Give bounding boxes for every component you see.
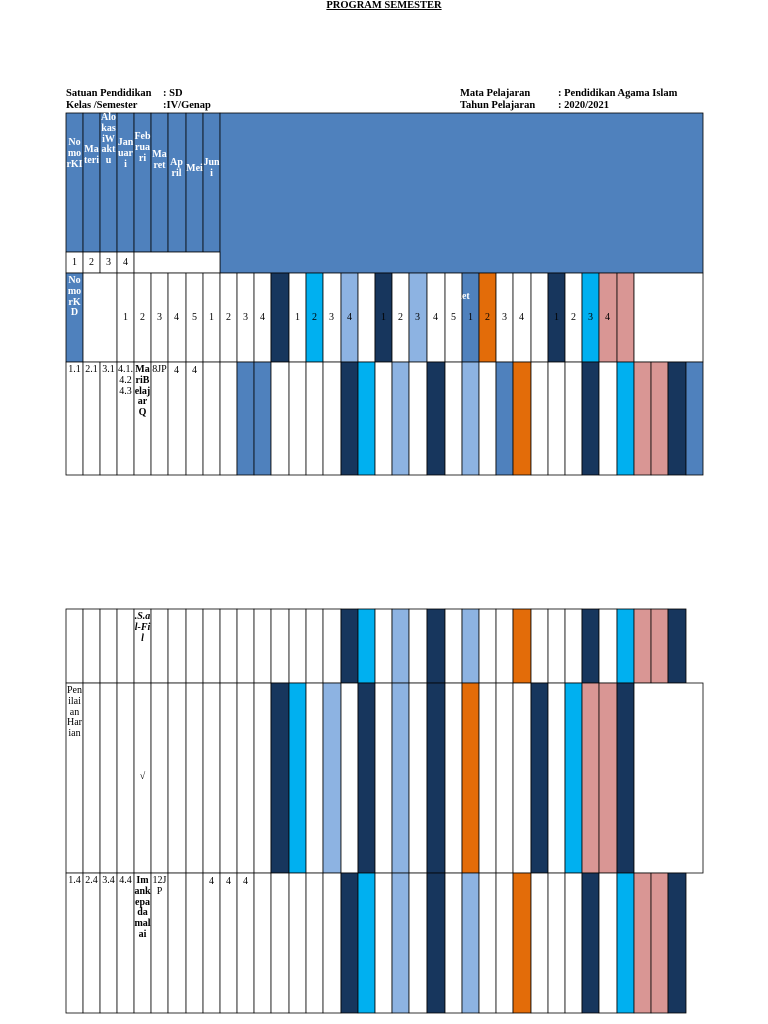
table-cell xyxy=(83,609,100,683)
table-cell xyxy=(254,362,271,475)
table-cell xyxy=(375,873,392,1013)
table-cell xyxy=(599,873,617,1013)
table-cell xyxy=(306,873,323,1013)
table-cell xyxy=(668,609,686,683)
table-cell xyxy=(513,683,531,873)
table-cell xyxy=(582,609,599,683)
header-mei: Mei xyxy=(186,163,203,174)
table-cell xyxy=(306,683,323,873)
table-cell xyxy=(409,683,427,873)
table-cell xyxy=(427,873,445,1013)
table-cell xyxy=(599,683,617,873)
table-cell xyxy=(66,362,83,475)
week-number: 3 xyxy=(157,312,162,323)
table-cell xyxy=(100,683,117,873)
week-number: 3 xyxy=(502,312,507,323)
table-cell xyxy=(617,683,634,873)
week-number: 4 xyxy=(347,312,352,323)
table-cell xyxy=(427,362,445,475)
table-cell xyxy=(151,609,168,683)
week-number: 2 xyxy=(485,312,490,323)
table-cell xyxy=(271,683,289,873)
table-cell xyxy=(203,873,220,1013)
table-cell xyxy=(375,609,392,683)
table-cell xyxy=(83,873,100,1013)
header-nomor-kd: NomorKD xyxy=(67,275,82,319)
table-cell xyxy=(237,683,254,873)
index-cell xyxy=(134,252,220,273)
table-cell xyxy=(271,362,289,475)
header-januari: Januari xyxy=(117,137,134,170)
table-cell xyxy=(634,609,651,683)
table-cell xyxy=(271,873,289,1013)
table-cell xyxy=(237,362,254,475)
table-cell xyxy=(341,873,358,1013)
table-cell xyxy=(531,683,548,873)
table-cell xyxy=(100,362,117,475)
row1-col2: 2.1 xyxy=(85,364,98,375)
table-cell xyxy=(531,362,548,475)
table-cell xyxy=(341,683,358,873)
table-cell xyxy=(513,873,531,1013)
table-cell xyxy=(634,873,651,1013)
week-number: 3 xyxy=(243,312,248,323)
week-number: 4 xyxy=(605,312,610,323)
table-cell xyxy=(151,362,168,475)
row1-col4: 4.1.4.24.3 xyxy=(118,364,133,397)
index-2: 2 xyxy=(89,257,94,268)
table-cell xyxy=(341,609,358,683)
week-cell xyxy=(531,273,548,362)
table-cell xyxy=(599,609,617,683)
table-cell xyxy=(289,683,306,873)
table-cell xyxy=(634,683,703,873)
week-number: 4 xyxy=(519,312,524,323)
table-cell xyxy=(479,362,496,475)
table-cell xyxy=(375,683,392,873)
table-cell xyxy=(254,873,271,1013)
table-cell xyxy=(83,683,100,873)
header-cell xyxy=(66,113,83,252)
table-cell xyxy=(462,873,479,1013)
table-cell xyxy=(513,609,531,683)
table-cell xyxy=(186,362,203,475)
row4-col8: 4 xyxy=(226,876,231,887)
week-number: 2 xyxy=(140,312,145,323)
header-nomor-ki: NomorKI xyxy=(66,137,83,170)
table-cell xyxy=(668,873,686,1013)
table-cell xyxy=(565,873,582,1013)
table-cell xyxy=(392,609,409,683)
week-number: 4 xyxy=(174,312,179,323)
table-cell xyxy=(427,683,445,873)
table-cell xyxy=(617,873,634,1013)
week-cell xyxy=(358,273,375,362)
row1-col7: 4 xyxy=(174,365,179,376)
week-cell xyxy=(617,273,634,362)
table-cell xyxy=(582,873,599,1013)
header-alokasi-waktu: AlokasiWaktu xyxy=(101,112,116,167)
header-februari: Februari xyxy=(134,131,151,164)
table-cell xyxy=(409,609,427,683)
row4-materi: Imankepadamalai xyxy=(134,875,151,940)
table-cell xyxy=(220,609,237,683)
table-cell xyxy=(306,609,323,683)
table-cell xyxy=(479,873,496,1013)
table-cell xyxy=(186,683,203,873)
row3-check: √ xyxy=(139,771,146,782)
week-number: 2 xyxy=(571,312,576,323)
week-cell xyxy=(271,273,289,362)
table-cell xyxy=(479,683,496,873)
week-number: 2 xyxy=(226,312,231,323)
table-cell xyxy=(168,873,186,1013)
week-number: 1 xyxy=(209,312,214,323)
table-cell xyxy=(462,683,479,873)
table-cell xyxy=(548,362,565,475)
table-cell xyxy=(582,362,599,475)
header-banner xyxy=(220,113,703,273)
table-cell xyxy=(220,873,237,1013)
table-cell xyxy=(83,362,100,475)
table-cell xyxy=(358,362,375,475)
table-cell xyxy=(358,873,375,1013)
satuan-label: Satuan Pendidikan xyxy=(66,88,152,99)
table-cell xyxy=(375,362,392,475)
week-number: 1 xyxy=(468,312,473,323)
table-cell xyxy=(599,362,617,475)
table-cell xyxy=(392,362,409,475)
header-maret: Maret xyxy=(152,149,167,171)
table-cell xyxy=(289,873,306,1013)
table-cell xyxy=(531,609,548,683)
table-cell xyxy=(479,609,496,683)
table-cell xyxy=(358,609,375,683)
table-cell xyxy=(151,683,168,873)
tahun-label: Tahun Pelajaran xyxy=(460,100,536,111)
table-cell xyxy=(496,609,513,683)
table-cell xyxy=(427,609,445,683)
row2-materi: .S.al-Fil xyxy=(134,611,151,644)
table-cell xyxy=(186,609,203,683)
header-cell xyxy=(151,113,168,252)
table-cell xyxy=(168,683,186,873)
row3-penilaian-harian: Penilaian Harian xyxy=(67,685,82,740)
table-cell xyxy=(323,609,341,683)
table-cell xyxy=(634,362,651,475)
week-number: 1 xyxy=(295,312,300,323)
table-cell xyxy=(445,683,462,873)
table-cell xyxy=(323,362,341,475)
table-cell xyxy=(203,362,220,475)
week-number: 1 xyxy=(381,312,386,323)
row4-col3: 3.4 xyxy=(102,875,115,886)
table-cell xyxy=(186,873,203,1013)
week-number: 4 xyxy=(260,312,265,323)
table-cell xyxy=(100,609,117,683)
header-materi: Materi xyxy=(84,144,99,166)
row1-alokasi: 8JP xyxy=(152,364,167,375)
week-number: 3 xyxy=(415,312,420,323)
table-cell xyxy=(582,683,599,873)
table-cell xyxy=(409,873,427,1013)
header-cell xyxy=(117,113,134,252)
week-number: 5 xyxy=(451,312,456,323)
mapel-value: : Pendidikan Agama Islam xyxy=(558,88,678,99)
header-cell xyxy=(168,113,186,252)
table-cell xyxy=(617,609,634,683)
table-cell xyxy=(220,362,237,475)
table-cell xyxy=(323,683,341,873)
row4-col4: 4.4 xyxy=(119,875,132,886)
week-number: 4 xyxy=(433,312,438,323)
table-cell xyxy=(565,362,582,475)
table-cell xyxy=(237,609,254,683)
table-cell xyxy=(531,873,548,1013)
table-cell xyxy=(271,609,289,683)
index-3: 3 xyxy=(106,257,111,268)
header-cell xyxy=(83,113,100,252)
table-cell xyxy=(445,362,462,475)
table-cell xyxy=(445,873,462,1013)
table-cell xyxy=(462,362,479,475)
kelas-value: :IV/Genap xyxy=(163,100,211,111)
week-number: 2 xyxy=(398,312,403,323)
header-cell xyxy=(203,113,220,252)
table-cell xyxy=(117,873,134,1013)
table-cell xyxy=(66,873,83,1013)
table-cell xyxy=(548,683,565,873)
table-cell xyxy=(66,609,83,683)
week-number: 3 xyxy=(588,312,593,323)
page-title: PROGRAM SEMESTER xyxy=(326,0,442,11)
table-cell xyxy=(117,683,134,873)
table-cell xyxy=(306,362,323,475)
row1-nomor-ki: 1.1 xyxy=(68,364,81,375)
table-cell xyxy=(668,362,686,475)
satuan-value: : SD xyxy=(163,88,183,99)
table-cell xyxy=(323,873,341,1013)
week-row-cell xyxy=(83,273,117,362)
tahun-value: : 2020/2021 xyxy=(558,100,610,111)
ket-label: Ket xyxy=(454,291,470,302)
row4-col2: 2.4 xyxy=(85,875,98,886)
table-cell xyxy=(548,609,565,683)
row4-col7: 4 xyxy=(209,876,214,887)
table-cell xyxy=(462,609,479,683)
index-1: 1 xyxy=(72,257,77,268)
table-cell xyxy=(617,362,634,475)
table-cell xyxy=(117,609,134,683)
table-cell xyxy=(220,683,237,873)
row4-col9: 4 xyxy=(243,876,248,887)
table-cell xyxy=(237,873,254,1013)
header-cell xyxy=(186,113,203,252)
table-cell xyxy=(392,873,409,1013)
table-cell xyxy=(341,362,358,475)
table-cell xyxy=(565,683,582,873)
table-cell xyxy=(203,683,220,873)
table-cell xyxy=(496,683,513,873)
week-number: 1 xyxy=(123,312,128,323)
table-cell xyxy=(409,362,427,475)
week-row-cell xyxy=(634,273,703,362)
week-number: 2 xyxy=(312,312,317,323)
row1-col8: 4 xyxy=(192,365,197,376)
table-cell xyxy=(358,683,375,873)
header-april: April xyxy=(170,157,183,179)
row4-nomor-ki: 1.4 xyxy=(68,875,81,886)
week-number: 1 xyxy=(554,312,559,323)
table-cell xyxy=(289,362,306,475)
table-cell xyxy=(513,362,531,475)
table-cell xyxy=(168,362,186,475)
table-cell xyxy=(651,873,668,1013)
index-4: 4 xyxy=(123,257,128,268)
mapel-label: Mata Pelajaran xyxy=(460,88,531,99)
table-cell xyxy=(289,609,306,683)
header-juni: Juni xyxy=(203,157,220,179)
table-cell xyxy=(548,873,565,1013)
table-cell xyxy=(168,609,186,683)
table-cell xyxy=(100,873,117,1013)
table-cell xyxy=(651,609,668,683)
row1-materi: MariBelajarQ xyxy=(134,364,151,419)
week-number: 3 xyxy=(329,312,334,323)
table-cell xyxy=(651,362,668,475)
row1-col3: 3.1 xyxy=(102,364,115,375)
table-cell xyxy=(496,873,513,1013)
table-cell xyxy=(254,683,271,873)
row4-alokasi: 12JP xyxy=(152,875,167,897)
table-cell xyxy=(392,683,409,873)
table-cell xyxy=(496,362,513,475)
table-cell xyxy=(686,362,703,475)
table-cell xyxy=(565,609,582,683)
week-number: 5 xyxy=(192,312,197,323)
kelas-label: Kelas /Semester xyxy=(66,100,138,111)
table-cell xyxy=(254,609,271,683)
table-cell xyxy=(203,609,220,683)
table-cell xyxy=(445,609,462,683)
